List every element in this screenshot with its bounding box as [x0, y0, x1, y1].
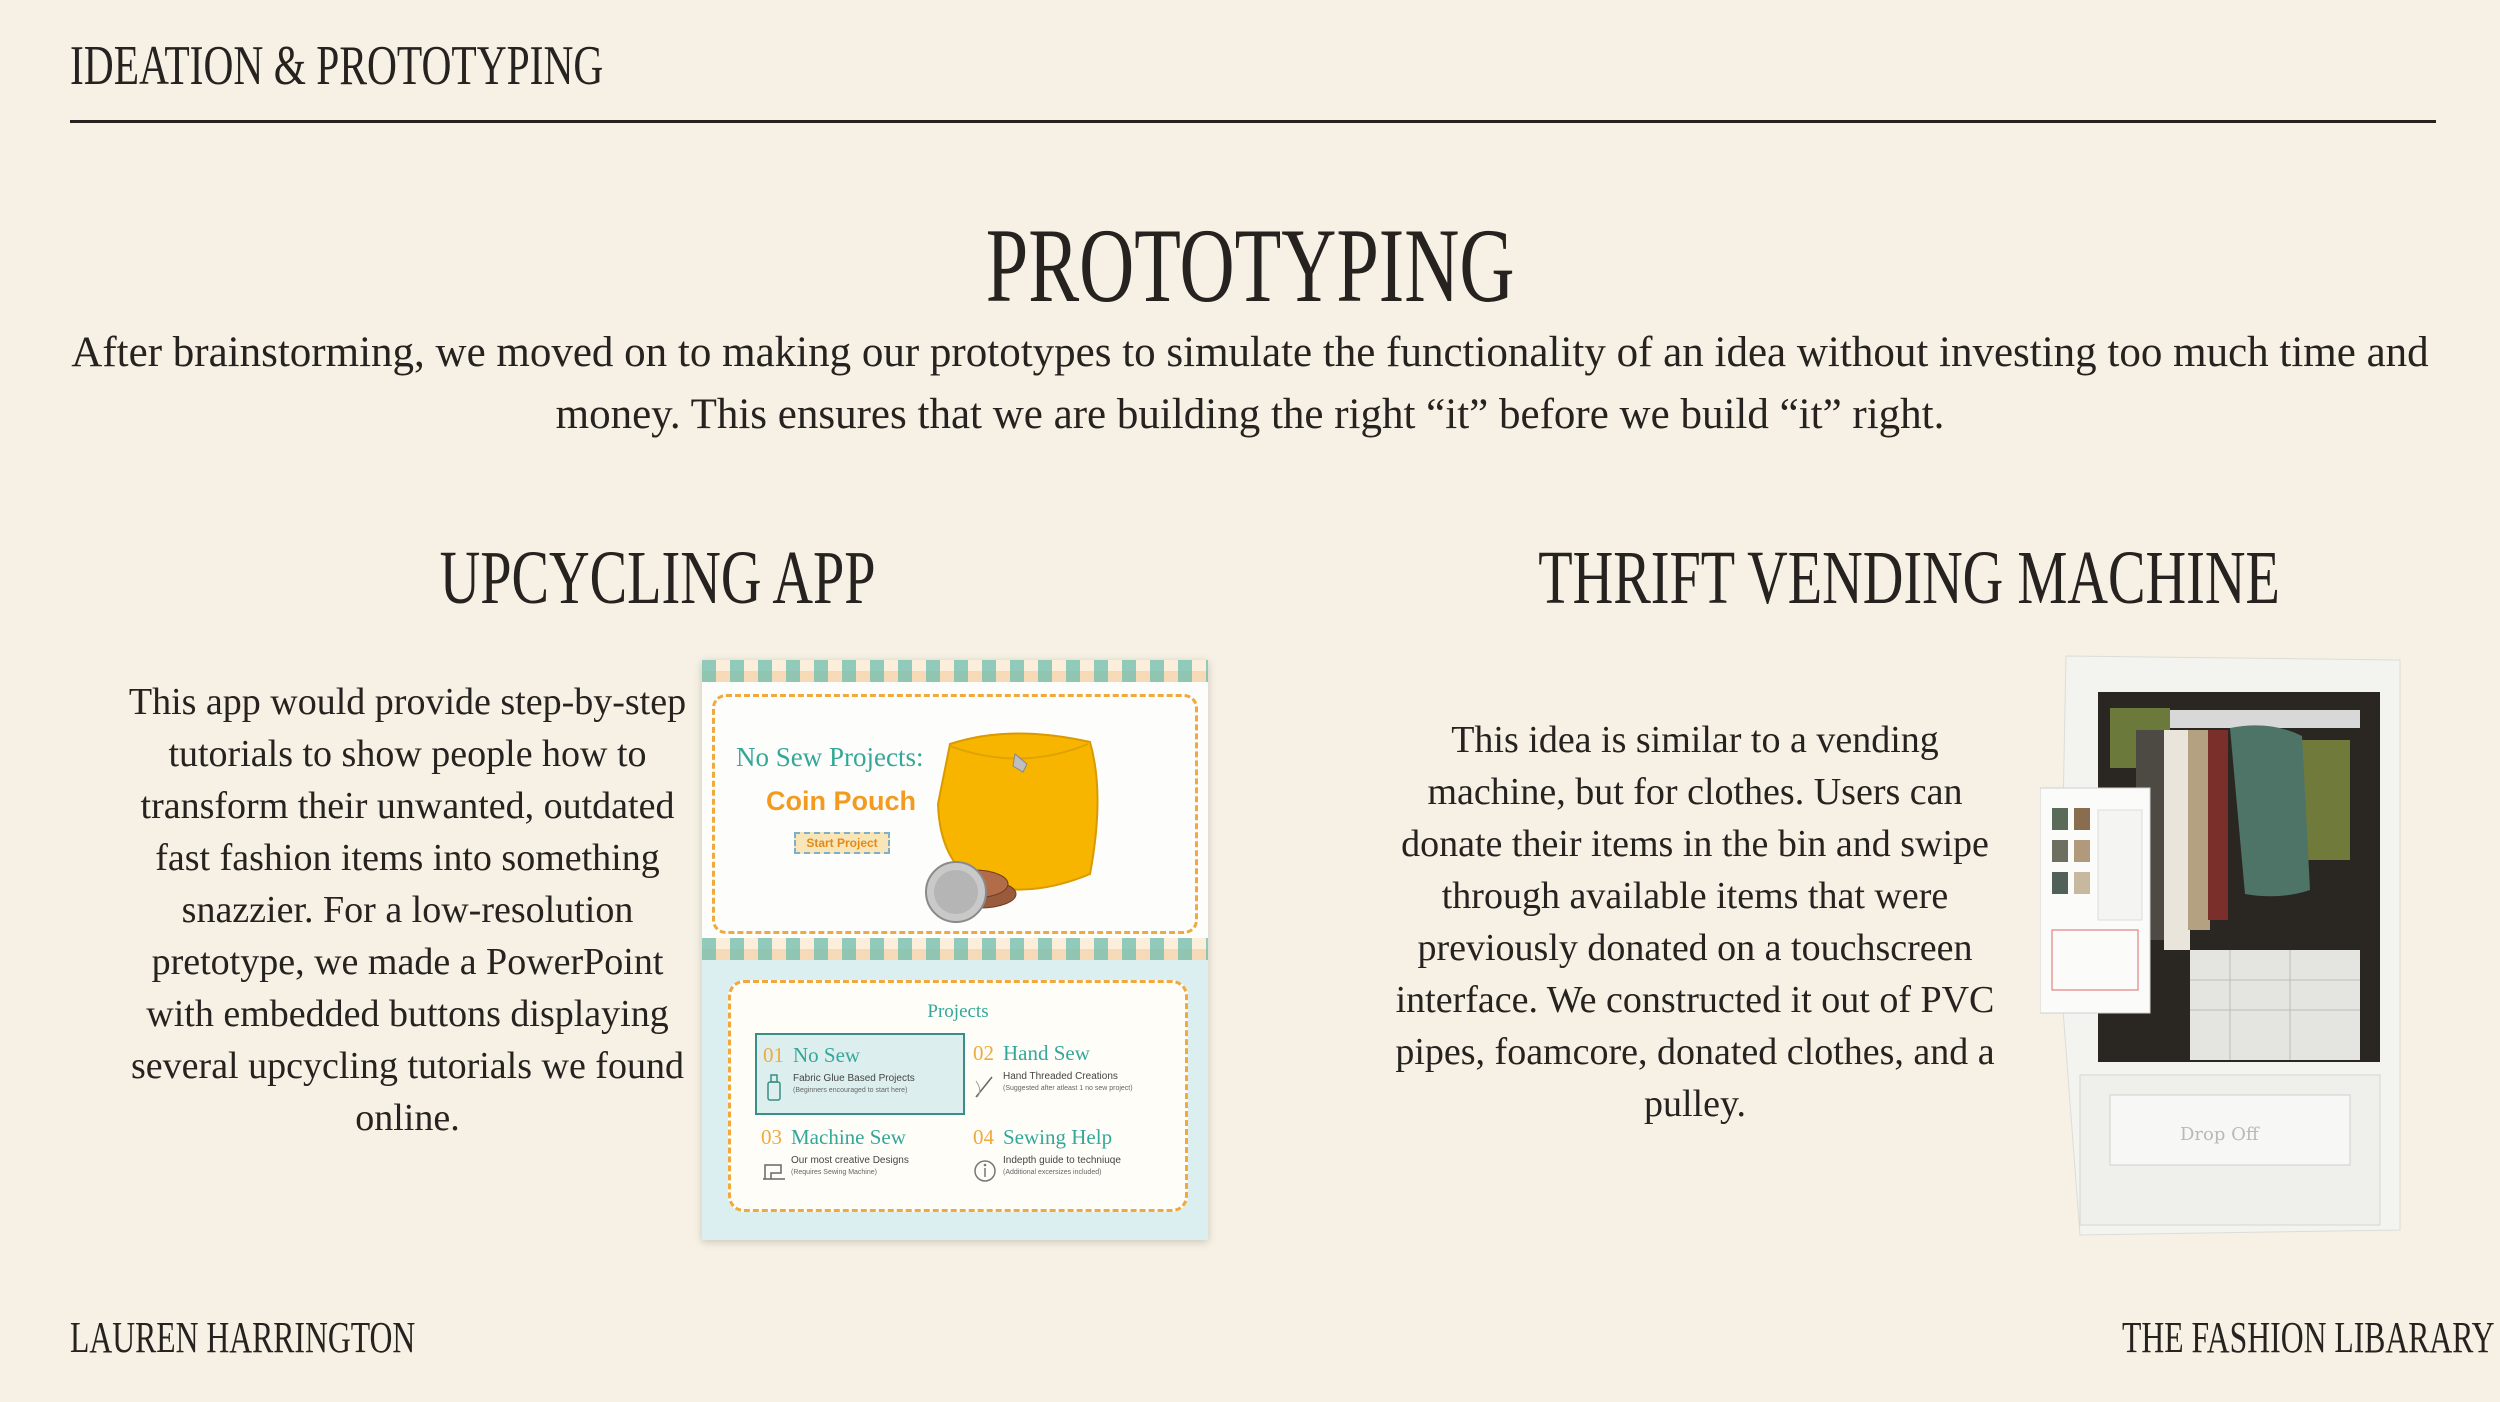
page-title: [0, 205, 2500, 327]
header-divider: [70, 120, 2436, 123]
option-note: (Requires Sewing Machine): [791, 1169, 877, 1176]
gingham-border-middle: [702, 938, 1208, 960]
upcycling-app-mockup: [702, 660, 1208, 1240]
upcycling-section-title: [158, 535, 1158, 622]
thrift-description: This idea is similar to a vending machine, but for clothes. Users can donate their items in the bin and swipe through available items that were previously donated on a touchscreen interface. We constructed it out of PVC pipes, foamcore, donated clothes, and a pulley.: [1395, 719, 1995, 1125]
projects-card: [728, 980, 1188, 1212]
option-description: Hand Threaded Creations: [1003, 1071, 1118, 1082]
upcycling-title-text: UPCYCLING APP: [440, 536, 876, 620]
info-icon: [973, 1155, 997, 1185]
option-note: (Beginners encouraged to start here): [793, 1087, 908, 1094]
option-note: (Additional excersizes included): [1003, 1169, 1102, 1176]
option-title: No Sew: [793, 1043, 861, 1067]
gingham-border-top: [702, 660, 1208, 682]
upcycling-description: This app would provide step-by-step tutorials to show people how to transform their unwanted, outdated fast fashion items into something snazzier. For a low-resolution pretotype, we made a PowerPoint with embedded buttons displaying several upcycling tutorials we found online.: [128, 681, 687, 1139]
slide1-subtitle: Coin Pouch: [766, 786, 916, 816]
option-machine-sew[interactable]: [755, 1117, 965, 1199]
option-no-sew[interactable]: [755, 1033, 965, 1115]
footer-author: LAUREN HARRINGTON: [70, 1313, 416, 1362]
slide1-title: No Sew Projects:: [736, 742, 924, 772]
intro-paragraph: After brainstorming, we moved on to making our prototypes to simulate the functionality of an idea without investing too much time and money. This ensures that we are building the right “it” before we build “it” right.: [71, 329, 2429, 438]
sewing-machine-icon: [761, 1155, 787, 1185]
option-title: Machine Sew: [791, 1125, 906, 1149]
start-project-button[interactable]: Start Project: [794, 832, 890, 854]
drop-off-label: Drop Off: [2180, 1124, 2259, 1145]
thrift-title-text: THRIFT VENDING MACHINE: [1538, 536, 2280, 620]
header-title: IDEATION & PROTOTYPING: [70, 35, 604, 97]
needle-icon: [973, 1071, 995, 1101]
option-title: Sewing Help: [1003, 1125, 1113, 1149]
option-description: Our most creative Designs: [791, 1155, 909, 1166]
option-number: 03: [761, 1125, 782, 1149]
option-number: 02: [973, 1041, 994, 1065]
option-number: 04: [973, 1125, 994, 1149]
option-number: 01: [763, 1043, 784, 1067]
page-title-text: PROTOTYPING: [985, 207, 1515, 324]
option-sewing-help[interactable]: [967, 1117, 1177, 1199]
option-description: Indepth guide to techniuqe: [1003, 1155, 1121, 1166]
coin-pouch-picture: [920, 724, 1120, 924]
glue-bottle-icon: [763, 1073, 785, 1103]
footer-brand: THE FASHION LIBARARY: [2122, 1313, 2495, 1362]
slide2-projects: [702, 960, 1208, 1240]
projects-title: Projects: [927, 1001, 989, 1022]
option-title: Hand Sew: [1003, 1041, 1090, 1065]
option-hand-sew[interactable]: [967, 1033, 1177, 1115]
vending-machine-photo: [2040, 650, 2410, 1240]
thrift-section-title: [1408, 535, 2408, 622]
option-description: Fabric Glue Based Projects: [793, 1073, 915, 1084]
option-note: (Suggested after atleast 1 no sew project): [1003, 1085, 1133, 1092]
